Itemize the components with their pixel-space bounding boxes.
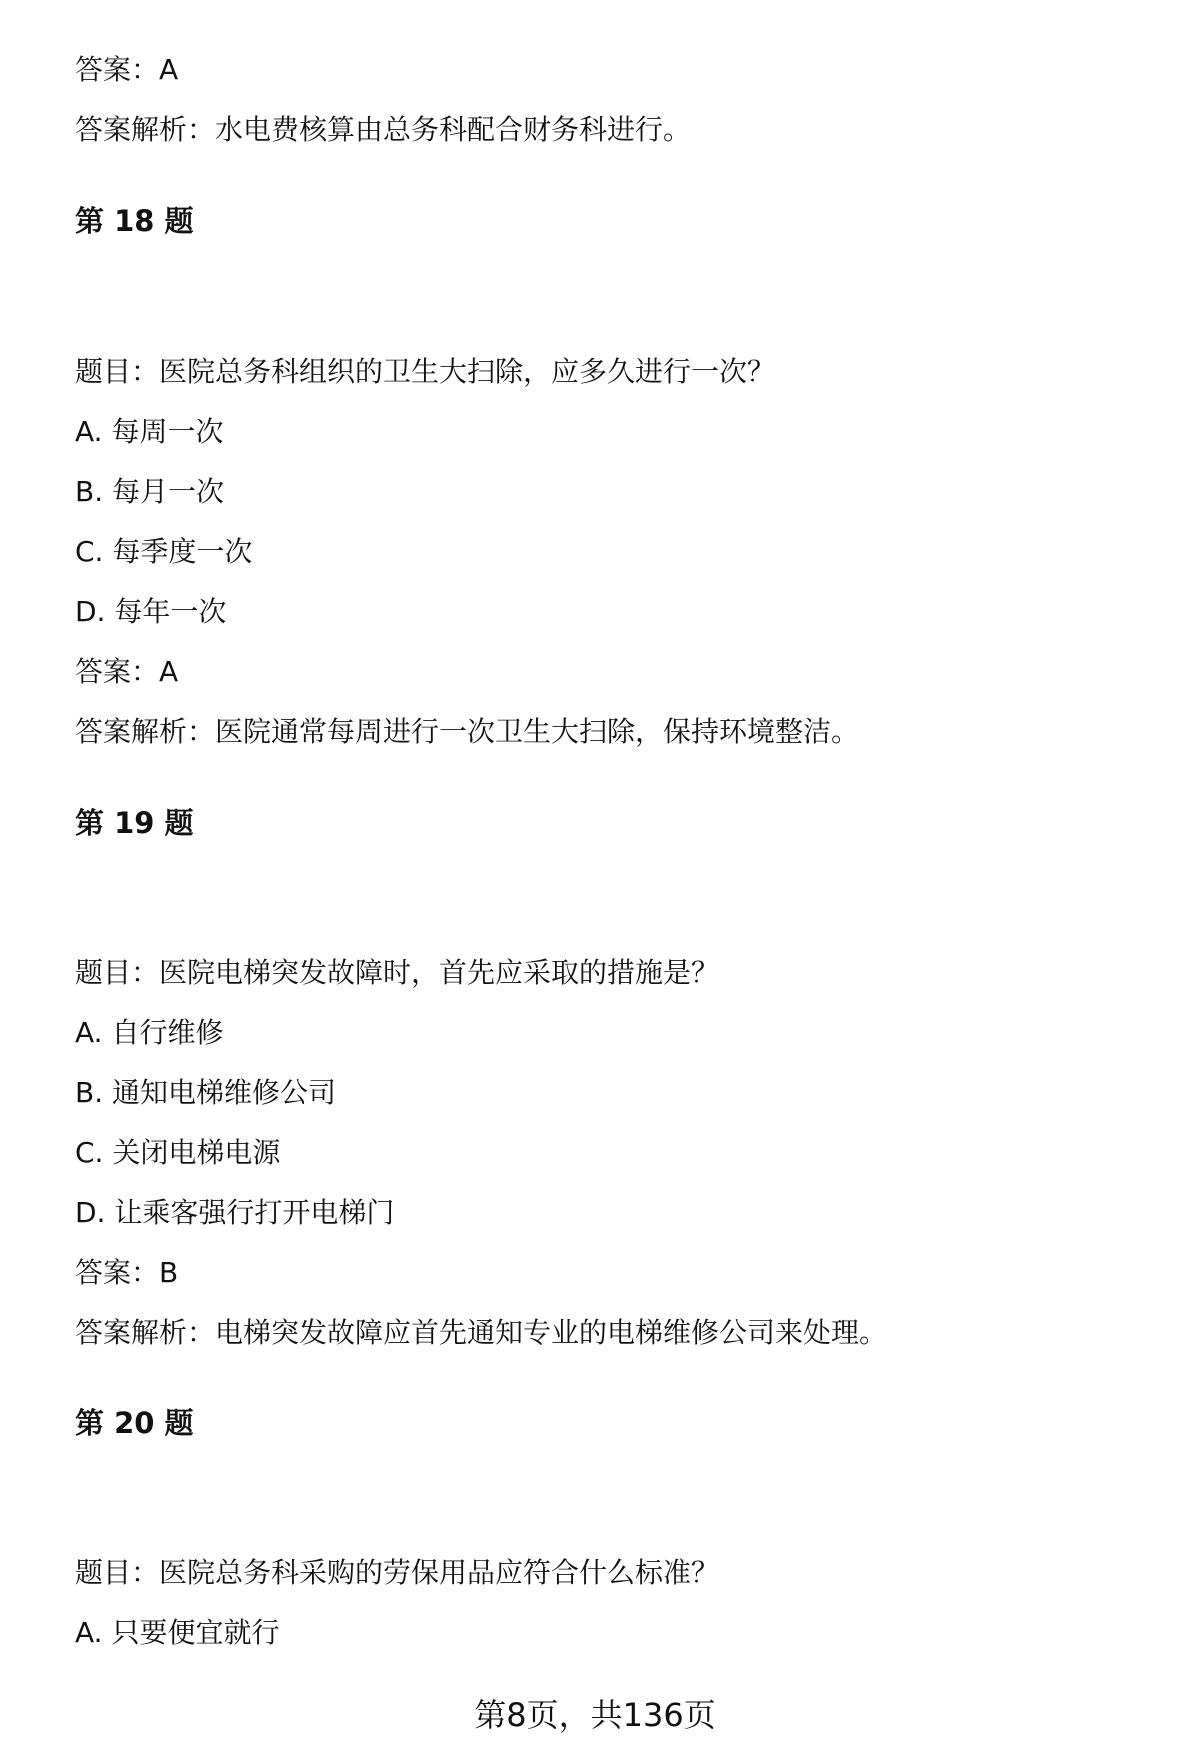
question-heading-20: 第 20 题 bbox=[75, 1406, 194, 1440]
option-a-18: A. 每周一次 bbox=[75, 415, 224, 448]
option-d-19: D. 让乘客强行打开电梯门 bbox=[75, 1196, 395, 1229]
question-text-20: 题目：医院总务科采购的劳保用品应符合什么标准？ bbox=[75, 1556, 720, 1589]
option-c-19: C. 关闭电梯电源 bbox=[75, 1136, 281, 1169]
option-c-18: C. 每季度一次 bbox=[75, 535, 253, 568]
question-heading-19: 第 19 题 bbox=[75, 806, 194, 840]
answer-q18: 答案：A bbox=[75, 655, 179, 688]
question-text-19: 题目：医院电梯突发故障时，首先应采取的措施是？ bbox=[75, 956, 720, 989]
option-b-19: B. 通知电梯维修公司 bbox=[75, 1076, 337, 1109]
explanation-q19: 答案解析：电梯突发故障应首先通知专业的电梯维修公司来处理。 bbox=[75, 1316, 888, 1349]
answer-q17: 答案：A bbox=[75, 53, 179, 86]
answer-q19: 答案：B bbox=[75, 1256, 179, 1289]
explanation-q18: 答案解析：医院通常每周进行一次卫生大扫除，保持环境整洁。 bbox=[75, 715, 860, 748]
question-heading-18: 第 18 题 bbox=[75, 204, 194, 238]
question-text-18: 题目：医院总务科组织的卫生大扫除，应多久进行一次？ bbox=[75, 355, 776, 388]
page-number: 第8页，共136页 bbox=[474, 1696, 716, 1734]
option-b-18: B. 每月一次 bbox=[75, 475, 225, 508]
option-a-19: A. 自行维修 bbox=[75, 1016, 224, 1049]
option-d-18: D. 每年一次 bbox=[75, 595, 227, 628]
explanation-q17: 答案解析：水电费核算由总务科配合财务科进行。 bbox=[75, 113, 692, 146]
option-a-20: A. 只要便宜就行 bbox=[75, 1616, 280, 1649]
